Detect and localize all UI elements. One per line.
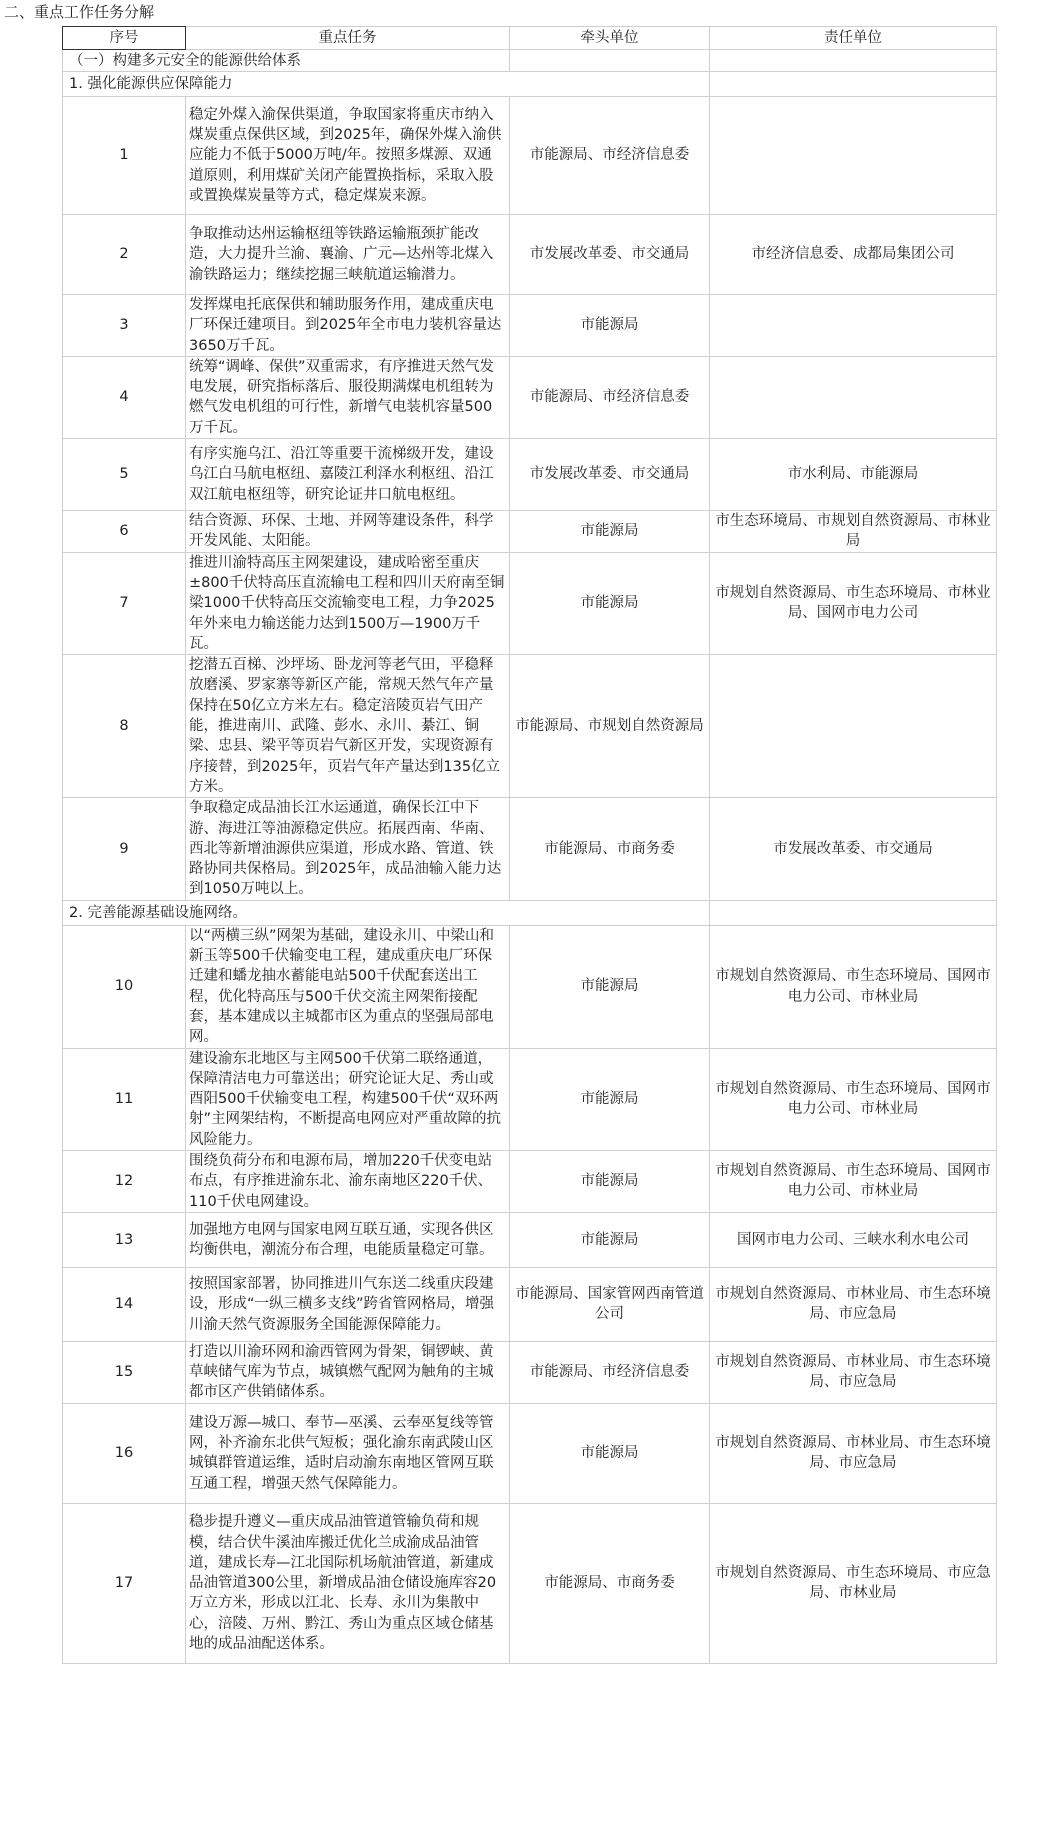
table-row (63, 511, 997, 553)
responsible-unit: 市规划自然资源局、市林业局、市生态环境局、市应急局 (710, 1403, 997, 1503)
task-text: 按照国家部署，协同推进川气东送二线重庆段建设，形成“一纵三横多支线”跨省管网格局，增强川渝天然气资源服务全国能源保障能力。 (186, 1267, 510, 1341)
table-row (63, 1212, 997, 1267)
page-heading: 二、重点工作任务分解 (4, 3, 155, 21)
table-row (63, 215, 997, 295)
responsible-unit: 市规划自然资源局、市生态环境局、国网市电力公司、市林业局 (710, 925, 997, 1048)
lead-unit: 市能源局 (510, 1048, 710, 1150)
lead-unit: 市能源局 (510, 925, 710, 1048)
task-text: 稳定外煤入渝保供渠道，争取国家将重庆市纳入煤炭重点保供区域，到2025年，确保外煤入渝供应能力不低于5000万吨/年。按照多煤源、双通道原则，利用煤矿关闭产能置换指标，采取入股或置换煤炭量等方式，稳定煤炭来源。 (186, 97, 510, 215)
task-text: 建设渝东北地区与主网500千伏第二联络通道，保障清洁电力可靠送出；研究论证大足、秀山或酉阳500千伏输变电工程，构建500千伏“双环两射”主网架结构，不断提高电网应对严重故障的抗风险能力。 (186, 1048, 510, 1150)
responsible-unit: 市规划自然资源局、市生态环境局、市应急局、市林业局 (710, 1503, 997, 1663)
row-number: 11 (63, 1048, 186, 1150)
table-row (63, 1267, 997, 1341)
lead-unit: 市发展改革委、市交通局 (510, 215, 710, 295)
task-text: 结合资源、环保、土地、并网等建设条件，科学开发风能、太阳能。 (186, 511, 510, 553)
table-row (63, 1403, 997, 1503)
row-number: 14 (63, 1267, 186, 1341)
task-text: 争取稳定成品油长江水运通道，确保长江中下游、海进江等油源稳定供应。拓展西南、华南、西北等新增油源供应渠道，形成水路、管道、铁路协同共保格局。到2025年，成品油输入能力达到1050万吨以上。 (186, 798, 510, 900)
responsible-unit: 市规划自然资源局、市生态环境局、国网市电力公司、市林业局 (710, 1048, 997, 1150)
lead-unit: 市能源局、市经济信息委 (510, 1341, 710, 1403)
row-number: 9 (63, 798, 186, 900)
row-number: 15 (63, 1341, 186, 1403)
column-header-task: 重点任务 (186, 27, 510, 50)
subsection-row (63, 72, 997, 97)
lead-unit: 市能源局、国家管网西南管道公司 (510, 1267, 710, 1341)
task-text: 挖潜五百梯、沙坪场、卧龙河等老气田，平稳释放磨溪、罗家寨等新区产能，常规天然气年产量保持在50亿立方米左右。稳定涪陵页岩气田产能，推进南川、武隆、彭水、永川、綦江、铜梁、忠县、梁平等页岩气新区开发，实现资源有序接替，到2025年，页岩气年产量达到135亿立方米。 (186, 655, 510, 798)
task-text: 推进川渝特高压主网架建设，建成哈密至重庆±800千伏特高压直流输电工程和四川天府南至铜梁1000千伏特高压交流输变电工程，力争2025年外来电力输送能力达到1500万—1900万千瓦。 (186, 552, 510, 654)
task-text: 有序实施乌江、沿江等重要干流梯级开发，建设乌江白马航电枢纽、嘉陵江利泽水利枢纽、沿江双江航电枢纽等，研究论证井口航电枢纽。 (186, 439, 510, 511)
row-number: 1 (63, 97, 186, 215)
responsible-unit: 市经济信息委、成都局集团公司 (710, 215, 997, 295)
table-row (63, 1150, 997, 1212)
lead-unit: 市能源局 (510, 511, 710, 553)
table-row (63, 439, 997, 511)
row-number: 7 (63, 552, 186, 654)
row-number: 5 (63, 439, 186, 511)
lead-unit: 市能源局 (510, 1212, 710, 1267)
row-number: 2 (63, 215, 186, 295)
row-number: 13 (63, 1212, 186, 1267)
column-header-number: 序号 (63, 27, 186, 50)
row-number: 4 (63, 356, 186, 438)
subsection-row (63, 900, 997, 925)
task-text: 统筹“调峰、保供”双重需求，有序推进天然气发电发展，研究指标落后、服役期满煤电机组转为燃气发电机组的可行性，新增气电装机容量500万千瓦。 (186, 356, 510, 438)
subsection-empty-cell (710, 900, 997, 925)
table-row (63, 356, 997, 438)
responsible-unit (710, 655, 997, 798)
responsible-unit: 市发展改革委、市交通局 (710, 798, 997, 900)
lead-unit: 市能源局 (510, 552, 710, 654)
responsible-unit (710, 356, 997, 438)
table-header-row (63, 27, 997, 50)
responsible-unit: 市规划自然资源局、市生态环境局、市林业局、国网市电力公司 (710, 552, 997, 654)
lead-unit: 市能源局、市规划自然资源局 (510, 655, 710, 798)
responsible-unit: 市规划自然资源局、市生态环境局、国网市电力公司、市林业局 (710, 1150, 997, 1212)
task-text: 稳步提升遵义—重庆成品油管道管输负荷和规模，结合伏牛溪油库搬迁优化兰成渝成品油管道，建成长寿—江北国际机场航油管道，新建成品油管道300公里，新增成品油仓储设施库容20万立方米，形成以江北、长寿、永川为集散中心，涪陵、万州、黔江、秀山为重点区域仓储基地的成品油配送体系。 (186, 1503, 510, 1663)
column-header-responsible: 责任单位 (710, 27, 997, 50)
lead-unit: 市能源局 (510, 1403, 710, 1503)
section-empty-cell (710, 50, 997, 72)
row-number: 17 (63, 1503, 186, 1663)
column-header-lead: 牵头单位 (510, 27, 710, 50)
task-text: 以“两横三纵”网架为基础，建设永川、中梁山和新玉等500千伏输变电工程，建成重庆电厂环保迁建和蟠龙抽水蓄能电站500千伏配套送出工程，优化特高压与500千伏交流主网架衔接配套，基本建成以主城都市区为重点的坚强局部电网。 (186, 925, 510, 1048)
task-text: 打造以川渝环网和渝西管网为骨架，铜锣峡、黄草峡储气库为节点，城镇燃气配网为触角的主城都市区产供销储体系。 (186, 1341, 510, 1403)
table-row (63, 552, 997, 654)
subsection-title: 1. 强化能源供应保障能力 (63, 72, 710, 97)
lead-unit: 市能源局、市经济信息委 (510, 97, 710, 215)
task-table (62, 26, 997, 1664)
section-empty-cell (510, 50, 710, 72)
table-row (63, 295, 997, 357)
section-row (63, 50, 997, 72)
responsible-unit (710, 97, 997, 215)
lead-unit: 市能源局 (510, 295, 710, 357)
responsible-unit: 国网市电力公司、三峡水利水电公司 (710, 1212, 997, 1267)
responsible-unit (710, 295, 997, 357)
subsection-empty-cell (710, 72, 997, 97)
subsection-title: 2. 完善能源基础设施网络。 (63, 900, 710, 925)
row-number: 16 (63, 1403, 186, 1503)
responsible-unit: 市规划自然资源局、市林业局、市生态环境局、市应急局 (710, 1341, 997, 1403)
task-text: 争取推动达州运输枢纽等铁路运输瓶颈扩能改造，大力提升兰渝、襄渝、广元—达州等北煤入渝铁路运力；继续挖掘三峡航道运输潜力。 (186, 215, 510, 295)
table-row (63, 1048, 997, 1150)
row-number: 12 (63, 1150, 186, 1212)
table-row (63, 1503, 997, 1663)
task-text: 发挥煤电托底保供和辅助服务作用，建成重庆电厂环保迁建项目。到2025年全市电力装机容量达3650万千瓦。 (186, 295, 510, 357)
lead-unit: 市发展改革委、市交通局 (510, 439, 710, 511)
row-number: 10 (63, 925, 186, 1048)
responsible-unit: 市生态环境局、市规划自然资源局、市林业局 (710, 511, 997, 553)
row-number: 3 (63, 295, 186, 357)
section-title: （一）构建多元安全的能源供给体系 (63, 50, 510, 72)
task-table-body (63, 27, 997, 1664)
table-row (63, 97, 997, 215)
task-text: 建设万源—城口、奉节—巫溪、云奉巫复线等管网，补齐渝东北供气短板；强化渝东南武陵山区城镇群管道运维，适时启动渝东南地区管网互联互通工程，增强天然气保障能力。 (186, 1403, 510, 1503)
table-row (63, 798, 997, 900)
responsible-unit: 市规划自然资源局、市林业局、市生态环境局、市应急局 (710, 1267, 997, 1341)
lead-unit: 市能源局、市商务委 (510, 798, 710, 900)
task-text: 加强地方电网与国家电网互联互通，实现各供区均衡供电，潮流分布合理，电能质量稳定可靠。 (186, 1212, 510, 1267)
task-text: 围绕负荷分布和电源布局，增加220千伏变电站布点，有序推进渝东北、渝东南地区220千伏、110千伏电网建设。 (186, 1150, 510, 1212)
table-row (63, 925, 997, 1048)
lead-unit: 市能源局 (510, 1150, 710, 1212)
table-row (63, 1341, 997, 1403)
responsible-unit: 市水利局、市能源局 (710, 439, 997, 511)
table-row (63, 655, 997, 798)
row-number: 8 (63, 655, 186, 798)
lead-unit: 市能源局、市商务委 (510, 1503, 710, 1663)
lead-unit: 市能源局、市经济信息委 (510, 356, 710, 438)
row-number: 6 (63, 511, 186, 553)
